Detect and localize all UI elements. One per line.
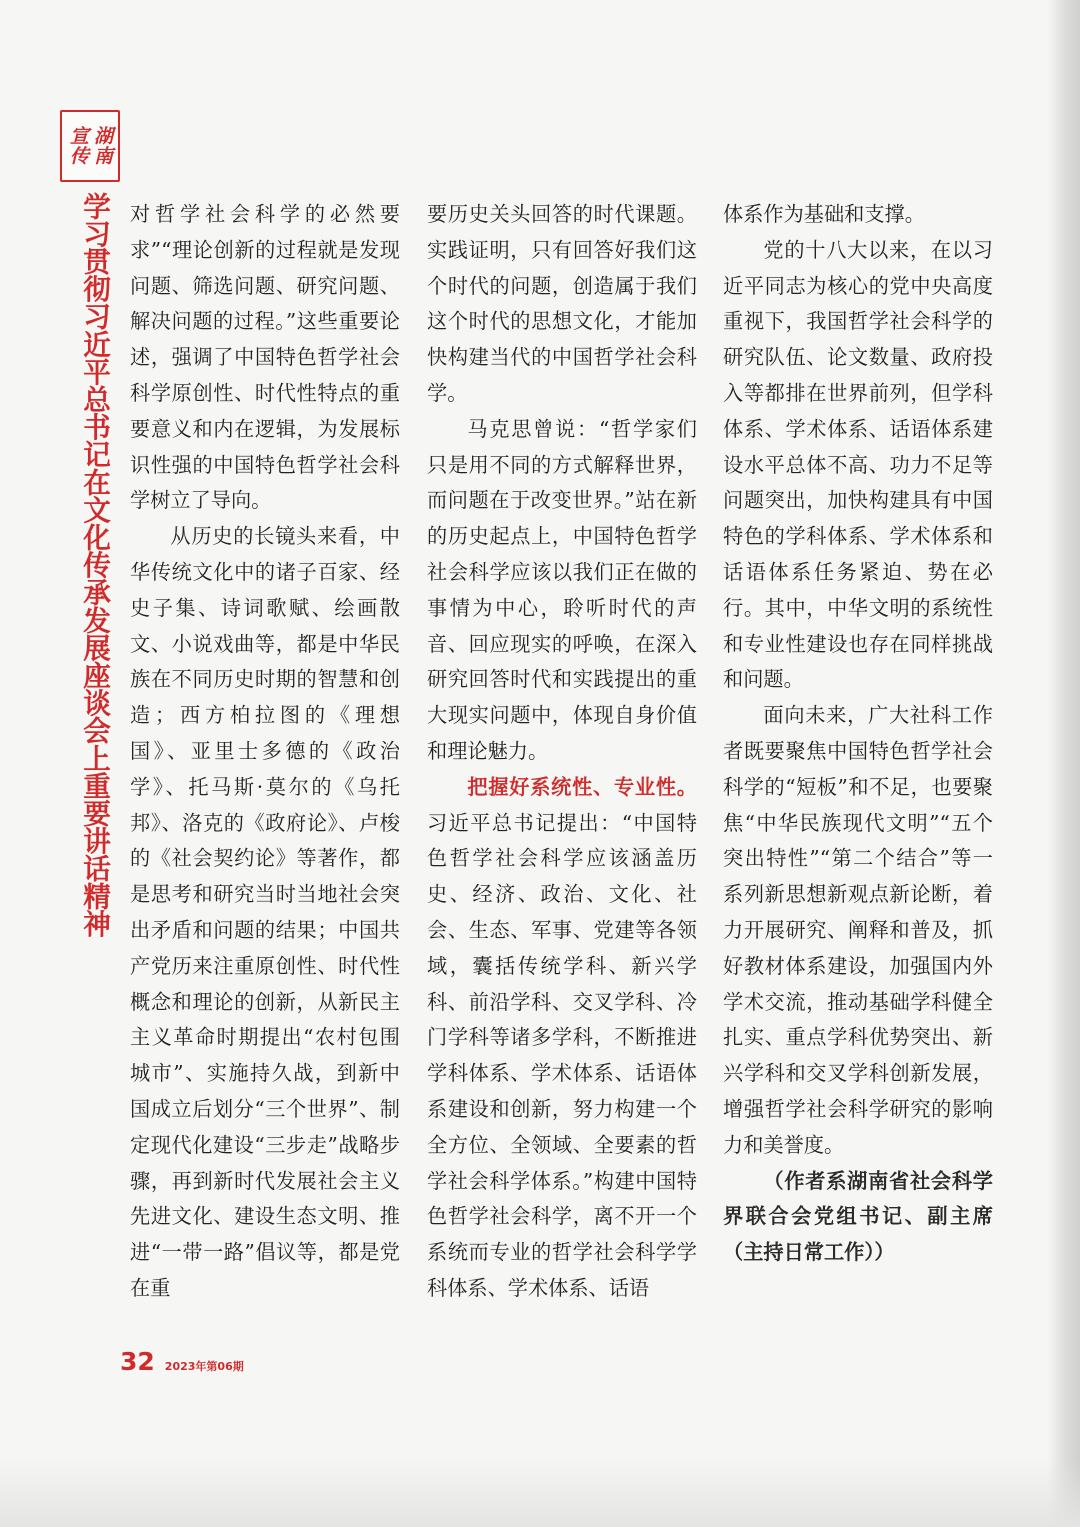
logo-col-1: 湖南 bbox=[91, 126, 113, 166]
issue-label: 2023年第06期 bbox=[164, 1360, 244, 1373]
column-section-title: 学习贯彻习近平总书记在文化传承发展座谈会上重要讲话精神 bbox=[78, 192, 111, 938]
paragraph: 马克思曾说：“哲学家们只是用不同的方式解释世界，而问题在于改变世界。”站在新的历史起点上，中国特色哲学社会科学应该以我们正在做的事情为中心，聆听时代的声音、回应现实的呼唤，在深入研究回答时代和实践提出的重大现实问题中，体现自身价值和理论魅力。 bbox=[427, 416, 697, 763]
paragraph: 体系作为基础和支撑。 bbox=[723, 202, 925, 226]
paragraph: 从历史的长镜头来看，中华传统文化中的诸子百家、经史子集、诗词歌赋、绘画散文、小说戏曲等，都是中华民族在不同历史时期的智慧和创造；西方柏拉图的《理想国》、亚里士多德的《政治学》、托马斯·莫尔的《乌托邦》、洛克的《政府论》、卢梭的《社会契约论》等著作，都是思考和研究当时当地社会突出矛盾和问题的结果；中国共产党历来注重原创性、时代性概念和理论的创新，从新民主主义革命时期提出“农村包围城市”、实施持久战，到新中国成立后划分“三个世界”、制定现代化建设“三步走”战略步骤，再到新时代发展社会主义先进文化、建设生态文明、推进“一带一路”倡议等，都是党在重 bbox=[130, 524, 400, 1300]
text-column-2 bbox=[427, 197, 697, 1307]
paragraph: 党的十八大以来，在以习近平同志为核心的党中央高度重视下，我国哲学社会科学的研究队伍、论文数量、政府投入等都排在世界前列，但学科体系、学术体系、话语体系建设水平总体不高、功力不足等问题突出，加快构建具有中国特色的学科体系、学术体系和话语体系任务紧迫、势在必行。其中，中华文明的系统性和专业性建设也存在同样挑战和问题。 bbox=[723, 237, 993, 692]
author-byline: （作者系湖南省社会科学界联合会党组书记、副主席（主持日常工作）） bbox=[723, 1168, 993, 1265]
paragraph: 要历史关头回答的时代课题。实践证明，只有回答好我们这个时代的问题，创造属于我们这个时代的思想文化，才能加快构建当代的中国哲学社会科学。 bbox=[427, 202, 697, 405]
section-subhead: 把握好系统性、专业性。 bbox=[467, 774, 697, 799]
text-column-1 bbox=[130, 197, 400, 1307]
paragraph: 对哲学社会科学的必然要求”“理论创新的过程就是发现问题、筛选问题、研究问题、解决问题的过程。”这些重要论述，强调了中国特色哲学社会科学原创性、时代性特点的重要意义和内在逻辑，为发展标识性强的中国特色哲学社会科学树立了导向。 bbox=[130, 202, 400, 513]
paragraph: 面向未来，广大社科工作者既要聚焦中国特色哲学社会科学的“短板”和不足，也要聚焦“中华民族现代文明”“五个突出特性”“第二个结合”等一系列新思想新观点新论断，着力开展研究、阐释和普及，抓好教材体系建设，加强国内外学术交流，推动基础学科健全扎实、重点学科优势突出、新兴学科和交叉学科创新发展，增强哲学社会科学研究的影响力和美誉度。 bbox=[723, 703, 993, 1157]
page-number: 32 bbox=[120, 1347, 155, 1376]
subhead-paragraph-text: 习近平总书记提出：“中国特色哲学社会科学应该涵盖历史、经济、政治、文化、社会、生态、军事、党建等各领域，囊括传统学科、新兴学科、前沿学科、交叉学科、冷门学科等诸多学科，不断推进学科体系、学术体系、话语体系建设和创新，努力构建一个全方位、全领域、全要素的哲学社会科学体系。”构建中国特色哲学社会科学，离不开一个系统而专业的哲学社会科学学科体系、学术体系、话语 bbox=[427, 810, 697, 1300]
page-footer bbox=[120, 1347, 244, 1377]
page-edge-shadow bbox=[1048, 0, 1080, 1527]
text-column-3 bbox=[723, 197, 993, 1271]
hunan-xuanchuan-logo bbox=[60, 110, 120, 182]
paragraph-with-subhead bbox=[427, 770, 697, 1307]
logo-col-2: 宣传 bbox=[67, 126, 89, 166]
page-bottom-shadow bbox=[0, 1457, 1080, 1527]
